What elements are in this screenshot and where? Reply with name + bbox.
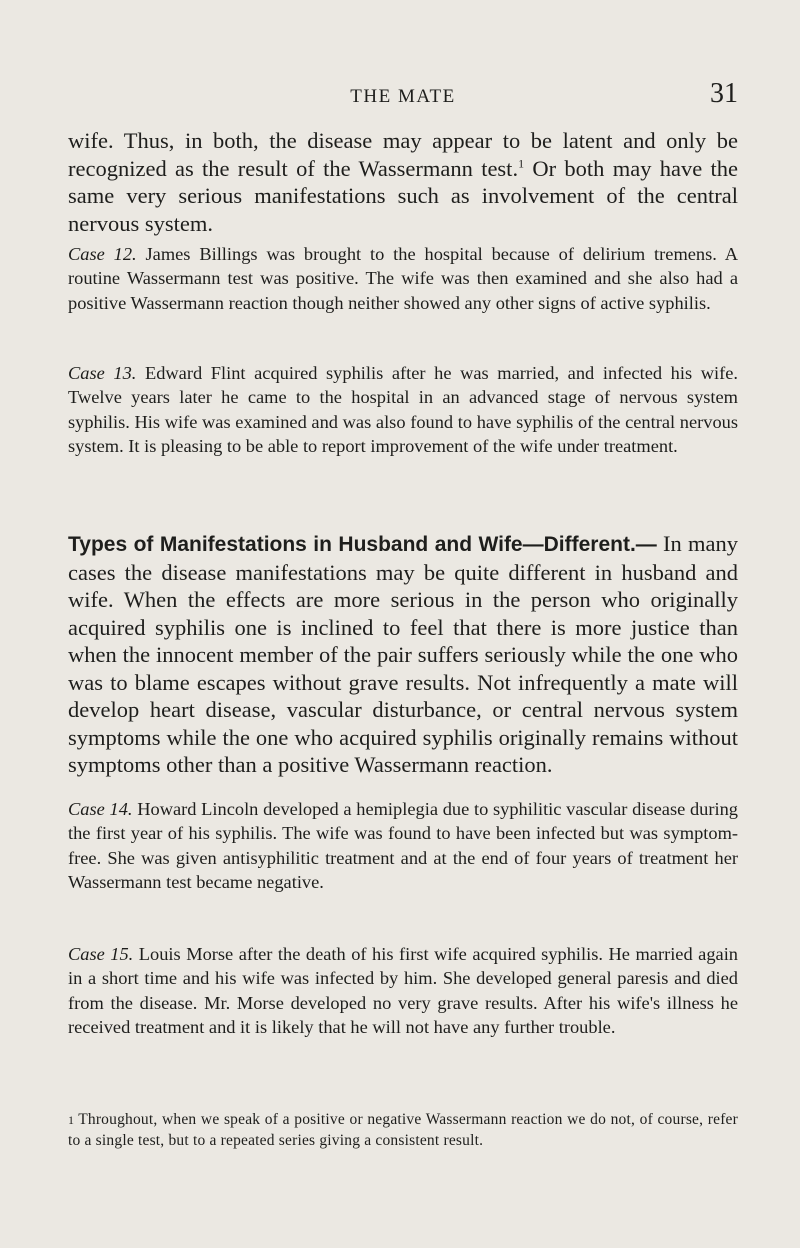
footnote [68,1110,738,1150]
case-12-text: James Billings was brought to the hospital because of delirium tremens. A routine Wassermann test was positive. The wife was then examined and she also had a positive Wassermann reaction though neither showed any other signs of active syphilis. [68,244,738,313]
case-12-paragraph [68,242,738,315]
case-14-label: Case 14. [68,799,133,819]
case-14-paragraph [68,797,738,895]
case-15-paragraph [68,942,738,1040]
page-header [68,78,738,122]
page-number: 31 [710,78,738,109]
section-text: In many cases the disease manifestations may be quite different in husband and wife. When the effects are more serious in the person who originally acquired syphilis one is inclined to feel that there is more justice than when the innocent member of the pair suffers seriously while the one who was to blame escapes without grave results. Not infrequently a mate will develop heart disease, vascular disturbance, or central nervous system symptoms while the one who acquired syphilis originally remains without symptoms other than a positive Wassermann reaction. [68,531,738,777]
footnote-ref: 1 [518,156,525,170]
paragraph-intro-text-b: Or both may have the same very serious manifestations such as involvement of the central nervous system. [68,155,738,236]
case-15-label: Case 15. [68,944,134,964]
section-heading: Types of Manifestations in Husband and Wife—Different.— [68,533,657,556]
section-paragraph [68,530,738,779]
case-14-text: Howard Lincoln developed a hemiplegia due to syphilitic vascular disease during the first year of his syphilis. The wife was found to have been infected but was symptom-free. She was given antisyphilitic treatment and at the end of four years of treatment her Wassermann test became negative. [68,799,738,893]
case-13-paragraph [68,361,738,459]
case-12-label: Case 12. [68,244,137,264]
case-13-text: Edward Flint acquired syphilis after he was married, and infected his wife. Twelve years later he came to the hospital in an advanced stage of nervous system syphilis. His wife was examined and was also found to have syphilis of the central nervous system. It is pleasing to be able to report improvement of the wife under treatment. [68,363,738,457]
case-13-label: Case 13. [68,363,137,383]
running-head: THE MATE [350,86,456,107]
footnote-text: Throughout, when we speak of a positive or negative Wassermann reaction we do not, of course, refer to a single test, but to a repeated series giving a consistent result. [68,1111,738,1149]
paragraph-intro [68,127,738,237]
paragraph-intro-text-a: wife. Thus, in both, the disease may appear to be latent and only be recognized as the result of the Wassermann test. [68,128,738,181]
case-15-text: Louis Morse after the death of his first wife acquired syphilis. He married again in a short time and his wife was infected by him. She developed general paresis and died from the disease. Mr. Morse developed no very grave results. After his wife's illness he received treatment and it is likely that he will not have any further trouble. [68,944,738,1038]
footnote-number: 1 [68,1113,75,1127]
